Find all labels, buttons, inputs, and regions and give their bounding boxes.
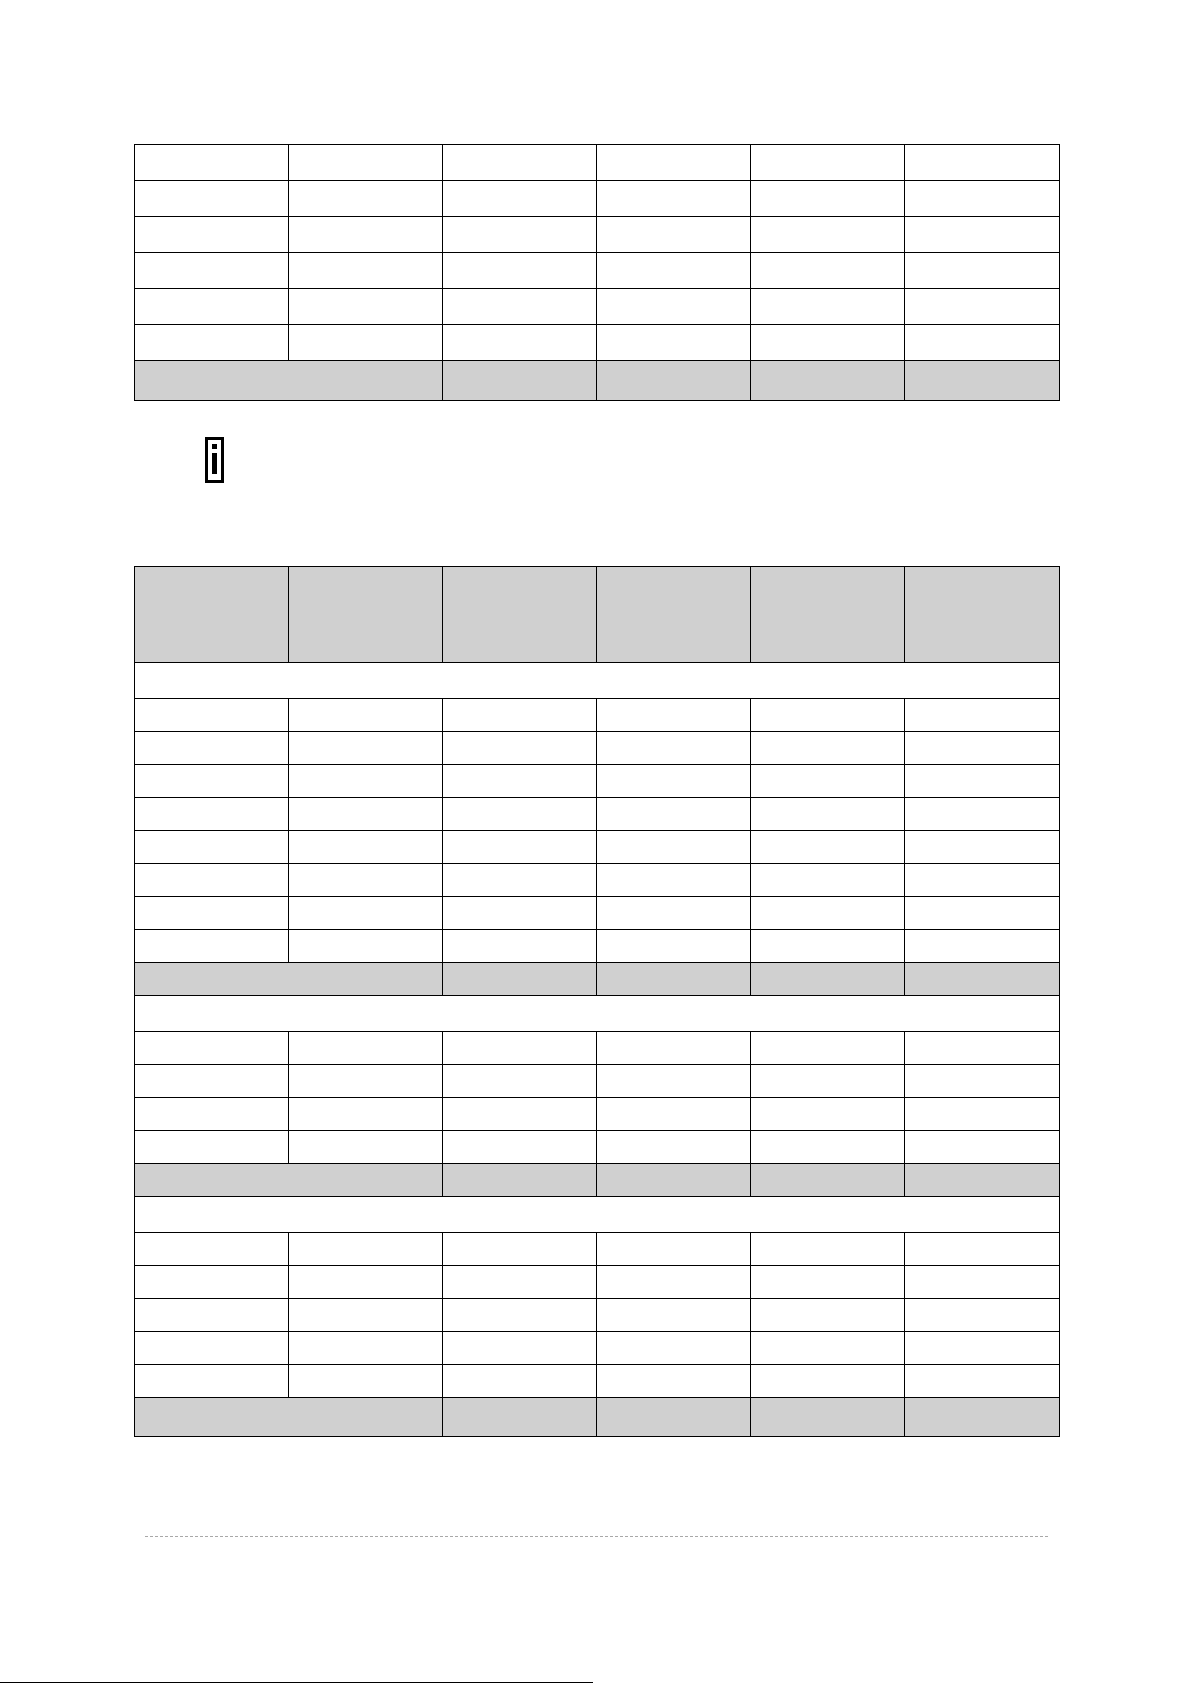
table-cell	[289, 1266, 443, 1299]
table-cell	[135, 1266, 289, 1299]
table-row	[135, 1098, 1060, 1131]
table-cell	[289, 732, 443, 765]
subtotal-cell	[905, 1164, 1060, 1197]
subtotal-cell	[905, 963, 1060, 996]
table-cell	[751, 897, 905, 930]
section-header-row	[135, 996, 1060, 1032]
table-cell	[597, 289, 751, 325]
table-cell	[289, 1065, 443, 1098]
table-cell	[135, 831, 289, 864]
table-cell	[289, 864, 443, 897]
info-icon	[205, 437, 224, 483]
table-cell	[905, 289, 1060, 325]
table-cell	[443, 864, 597, 897]
table-row	[135, 217, 1060, 253]
table-cell	[289, 181, 443, 217]
table-cell	[751, 289, 905, 325]
table-cell	[135, 181, 289, 217]
table-cell	[443, 1365, 597, 1398]
table-cell	[751, 1098, 905, 1131]
table-row	[135, 699, 1060, 732]
table-cell	[443, 1032, 597, 1065]
table-cell	[905, 1098, 1060, 1131]
total-cell	[751, 1398, 905, 1437]
table-cell	[905, 181, 1060, 217]
table-cell	[135, 798, 289, 831]
table-cell	[597, 897, 751, 930]
table-cell	[289, 145, 443, 181]
table-cell	[597, 1098, 751, 1131]
section-header-cell	[135, 996, 1060, 1032]
table-cell	[443, 1098, 597, 1131]
table-cell	[289, 1098, 443, 1131]
table-cell	[289, 1299, 443, 1332]
table-cell	[135, 1032, 289, 1065]
table-cell	[597, 1332, 751, 1365]
table-cell	[289, 217, 443, 253]
footer-divider	[145, 1536, 1048, 1537]
table-cell	[289, 1365, 443, 1398]
summary-table-body	[135, 145, 1060, 401]
table-cell	[289, 831, 443, 864]
summary-table-top	[134, 144, 1060, 401]
table-cell	[751, 1032, 905, 1065]
total-row	[135, 1398, 1060, 1437]
table-cell	[597, 325, 751, 361]
table-cell	[443, 217, 597, 253]
table-cell	[135, 1299, 289, 1332]
subtotal-row	[135, 1164, 1060, 1197]
table-cell	[905, 732, 1060, 765]
table-row	[135, 897, 1060, 930]
detail-table-body	[135, 567, 1060, 1437]
table-cell	[905, 217, 1060, 253]
total-cell	[443, 1398, 597, 1437]
table-row	[135, 1233, 1060, 1266]
table-cell	[905, 1131, 1060, 1164]
table-cell	[905, 1365, 1060, 1398]
table-cell	[443, 930, 597, 963]
table-cell	[135, 732, 289, 765]
table-cell	[289, 699, 443, 732]
subtotal-cell	[597, 1164, 751, 1197]
table-cell	[135, 325, 289, 361]
table-row	[135, 930, 1060, 963]
table-cell	[751, 1131, 905, 1164]
table-cell	[135, 930, 289, 963]
table-cell	[135, 1065, 289, 1098]
total-cell	[751, 361, 905, 401]
table-cell	[135, 1098, 289, 1131]
table-cell	[135, 289, 289, 325]
table-cell	[597, 864, 751, 897]
table-cell	[905, 897, 1060, 930]
table-cell	[751, 1065, 905, 1098]
subtotal-cell	[443, 1164, 597, 1197]
table-row	[135, 289, 1060, 325]
table-cell	[135, 217, 289, 253]
table-cell	[905, 765, 1060, 798]
table-cell	[289, 1332, 443, 1365]
table-cell	[443, 1065, 597, 1098]
column-header	[597, 567, 751, 663]
table-cell	[597, 181, 751, 217]
table-cell	[751, 1233, 905, 1266]
table-cell	[751, 930, 905, 963]
table-row	[135, 1365, 1060, 1398]
total-cell	[597, 1398, 751, 1437]
table-cell	[135, 253, 289, 289]
table-cell	[289, 798, 443, 831]
table-cell	[443, 253, 597, 289]
section-header-row	[135, 1197, 1060, 1233]
table-cell	[905, 1032, 1060, 1065]
table-cell	[905, 145, 1060, 181]
total-label-cell	[135, 361, 443, 401]
table-cell	[905, 1266, 1060, 1299]
table-cell	[597, 1365, 751, 1398]
table-cell	[905, 864, 1060, 897]
table-cell	[289, 325, 443, 361]
table-row	[135, 325, 1060, 361]
detail-table	[134, 566, 1060, 1437]
table-cell	[289, 289, 443, 325]
table-cell	[597, 831, 751, 864]
bottom-rule	[0, 1682, 593, 1683]
table-cell	[597, 217, 751, 253]
table-cell	[751, 217, 905, 253]
column-header	[751, 567, 905, 663]
info-icon-dot	[212, 444, 217, 449]
table-cell	[597, 1032, 751, 1065]
table-cell	[289, 1233, 443, 1266]
table-cell	[751, 1332, 905, 1365]
table-cell	[443, 831, 597, 864]
table-cell	[289, 1032, 443, 1065]
table-row	[135, 798, 1060, 831]
table-row	[135, 1299, 1060, 1332]
table-cell	[135, 864, 289, 897]
table-cell	[751, 765, 905, 798]
table-cell	[905, 1332, 1060, 1365]
table-cell	[597, 732, 751, 765]
subtotal-cell	[751, 963, 905, 996]
table-cell	[135, 1332, 289, 1365]
column-header	[443, 567, 597, 663]
table-cell	[905, 930, 1060, 963]
table-cell	[443, 1266, 597, 1299]
table-cell	[751, 864, 905, 897]
table-cell	[597, 798, 751, 831]
table-cell	[443, 732, 597, 765]
table-cell	[597, 253, 751, 289]
table-cell	[751, 325, 905, 361]
table-cell	[443, 181, 597, 217]
subtotal-label-cell	[135, 1164, 443, 1197]
table-cell	[597, 1233, 751, 1266]
table-cell	[905, 831, 1060, 864]
subtotal-row	[135, 963, 1060, 996]
table-cell	[751, 1365, 905, 1398]
table-cell	[597, 1065, 751, 1098]
table-cell	[905, 1299, 1060, 1332]
table-cell	[597, 1131, 751, 1164]
table-cell	[905, 1065, 1060, 1098]
table-cell	[751, 253, 905, 289]
table-row	[135, 181, 1060, 217]
table-cell	[443, 325, 597, 361]
table-cell	[597, 765, 751, 798]
table-row	[135, 1065, 1060, 1098]
table-cell	[751, 831, 905, 864]
table-cell	[751, 1266, 905, 1299]
table-cell	[289, 1131, 443, 1164]
table-cell	[443, 1299, 597, 1332]
table-cell	[443, 1233, 597, 1266]
table-cell	[289, 765, 443, 798]
table-row	[135, 145, 1060, 181]
total-row	[135, 361, 1060, 401]
subtotal-cell	[443, 963, 597, 996]
column-header	[135, 567, 289, 663]
table-cell	[751, 732, 905, 765]
section-header-cell	[135, 663, 1060, 699]
table-cell	[443, 798, 597, 831]
table-header-row	[135, 567, 1060, 663]
table-cell	[597, 699, 751, 732]
table-cell	[905, 699, 1060, 732]
section-header-cell	[135, 1197, 1060, 1233]
table-cell	[135, 699, 289, 732]
table-cell	[135, 1131, 289, 1164]
info-icon-stem	[212, 453, 217, 474]
table-cell	[135, 1365, 289, 1398]
table-row	[135, 864, 1060, 897]
table-cell	[135, 897, 289, 930]
table-cell	[905, 253, 1060, 289]
table-cell	[905, 798, 1060, 831]
table-cell	[751, 1299, 905, 1332]
table-cell	[289, 253, 443, 289]
table-cell	[597, 930, 751, 963]
table-cell	[905, 325, 1060, 361]
table-cell	[443, 1332, 597, 1365]
table-cell	[443, 145, 597, 181]
table-row	[135, 732, 1060, 765]
subtotal-cell	[751, 1164, 905, 1197]
table-cell	[751, 145, 905, 181]
table-cell	[597, 1266, 751, 1299]
table-cell	[597, 145, 751, 181]
column-header	[289, 567, 443, 663]
subtotal-label-cell	[135, 963, 443, 996]
total-label-cell	[135, 1398, 443, 1437]
subtotal-cell	[597, 963, 751, 996]
table-cell	[135, 765, 289, 798]
table-cell	[443, 897, 597, 930]
table-cell	[135, 145, 289, 181]
total-cell	[905, 361, 1060, 401]
table-row	[135, 1131, 1060, 1164]
table-cell	[289, 930, 443, 963]
table-row	[135, 1332, 1060, 1365]
table-cell	[751, 798, 905, 831]
table-cell	[443, 1131, 597, 1164]
total-cell	[905, 1398, 1060, 1437]
table-cell	[443, 699, 597, 732]
section-header-row	[135, 663, 1060, 699]
table-row	[135, 1032, 1060, 1065]
table-row	[135, 765, 1060, 798]
table-cell	[135, 1233, 289, 1266]
table-row	[135, 831, 1060, 864]
table-row	[135, 253, 1060, 289]
table-cell	[751, 181, 905, 217]
table-cell	[597, 1299, 751, 1332]
table-cell	[751, 699, 905, 732]
table-cell	[443, 765, 597, 798]
total-cell	[597, 361, 751, 401]
table-cell	[443, 289, 597, 325]
table-row	[135, 1266, 1060, 1299]
total-cell	[443, 361, 597, 401]
column-header	[905, 567, 1060, 663]
table-cell	[905, 1233, 1060, 1266]
table-cell	[289, 897, 443, 930]
